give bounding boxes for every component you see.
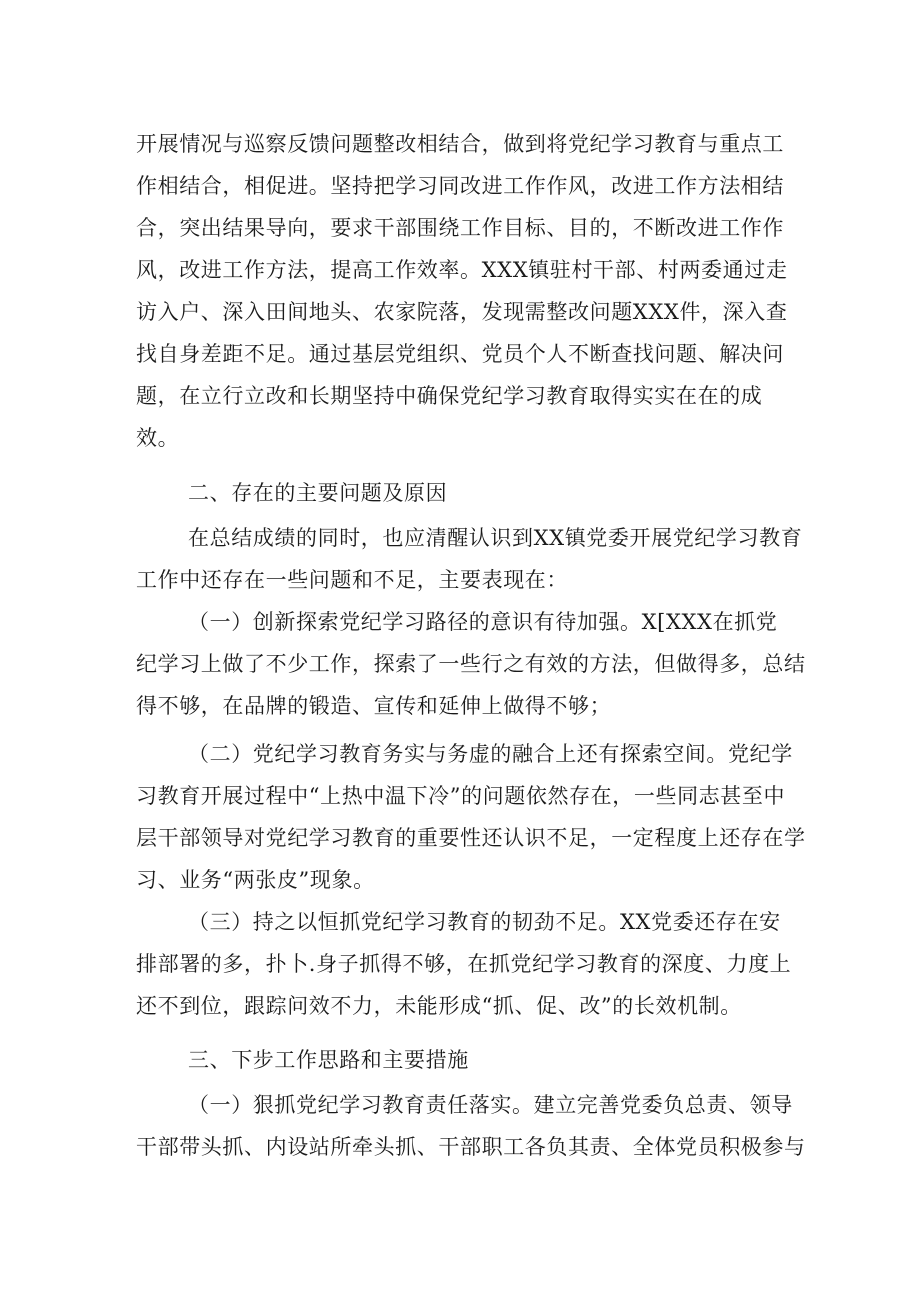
body-line: 作相结合，相促进。坚持把学习同改进工作作风，改进工作方法相结 bbox=[136, 174, 784, 198]
body-line: 找自身差距不足。通过基层党组织、党员个人不断查找问题、解决问 bbox=[136, 342, 784, 366]
section-heading: 二、存在的主要问题及原因 bbox=[188, 481, 448, 505]
body-line: （一）创新探索党纪学习路径的意识有待加强。X[XXX在抓党 bbox=[188, 610, 778, 634]
body-line: 在总结成绩的同时，也应清醒认识到XX镇党委开展党纪学习教育 bbox=[188, 526, 803, 550]
body-line: 合，突出结果导向，要求干部围绕工作目标、目的，不断改进工作作 bbox=[136, 216, 784, 240]
section-heading: 三、下步工作思路和主要措施 bbox=[188, 1048, 469, 1072]
body-line: 得不够，在品牌的锻造、宣传和延伸上做得不够； bbox=[136, 694, 612, 718]
body-line: （一）狠抓党纪学习教育责任落实。建立完善党委负总责、领导 bbox=[188, 1093, 793, 1117]
body-line: 还不到位，跟踪问效不力，未能形成“抓、促、改”的长效机制。 bbox=[136, 994, 742, 1018]
body-line: 习教育开展过程中“上热中温下冷”的问题依然存在，一些同志甚至中 bbox=[136, 784, 786, 808]
body-line: 排部署的多，扑卜.身子抓得不够，在抓党纪学习教育的深度、力度上 bbox=[136, 952, 792, 976]
body-line: 效。 bbox=[136, 426, 180, 450]
body-line: 访入户、深入田间地头、农家院落，发现需整改问题XXX件，深入查 bbox=[136, 300, 788, 324]
body-line: （三）持之以恒抓党纪学习教育的韧劲不足。XX党委还存在安 bbox=[188, 910, 781, 934]
body-line: （二）党纪学习教育务实与务虚的融合上还有探索空间。党纪学 bbox=[188, 742, 793, 766]
body-line: 干部带头抓、内设站所牵头抓、干部职工各负其责、全体党员积极参与 bbox=[136, 1135, 806, 1159]
body-line: 纪学习上做了不少工作，探索了一些行之有效的方法，但做得多，总结 bbox=[136, 652, 806, 676]
body-line: 习、业务“两张皮”现象。 bbox=[136, 868, 375, 892]
body-line: 风，改进工作方法，提高工作效率。XXX镇驻村干部、村两委通过走 bbox=[136, 258, 788, 282]
body-line: 题，在立行立改和长期坚持中确保党纪学习教育取得实实在在的成 bbox=[136, 384, 763, 408]
body-line: 层干部领导对党纪学习教育的重要性还认识不足，一定程度上还存在学 bbox=[136, 826, 806, 850]
body-line: 工作中还存在一些问题和不足，主要表现在： bbox=[136, 568, 568, 592]
body-line: 开展情况与巡察反馈问题整改相结合，做到将党纪学习教育与重点工 bbox=[136, 132, 784, 156]
